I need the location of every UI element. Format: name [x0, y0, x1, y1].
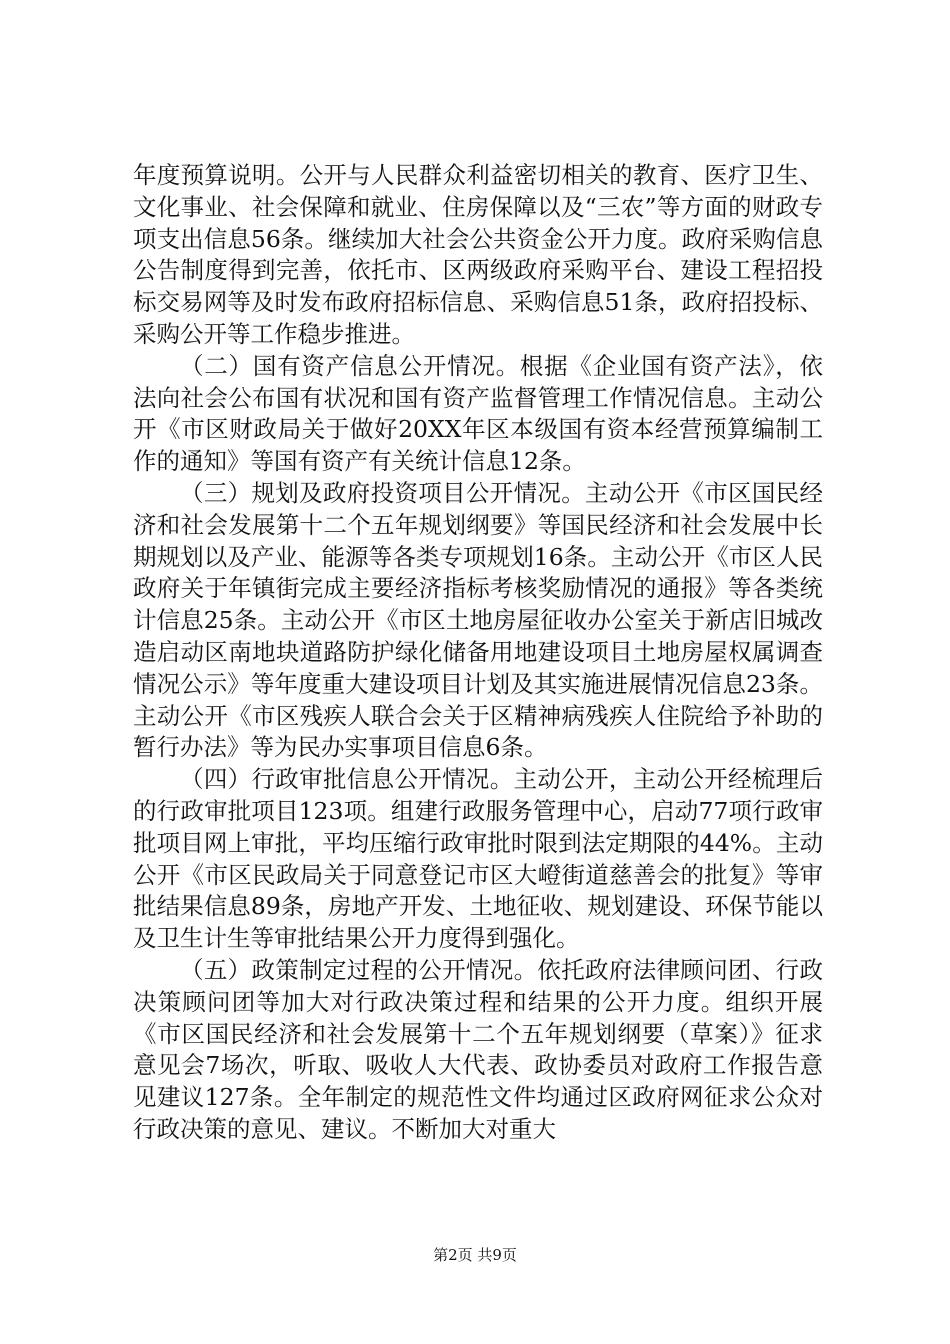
page-number-footer: 第2页 共9页: [433, 1246, 517, 1264]
paragraph-budget-continuation: 年度预算说明。公开与人民群众利益密切相关的教育、医疗卫生、文化事业、社会保障和就业、住房保障以及“三农”等方面的财政专项支出信息56条。继续加大社会公共资金公开力度。政府采购信息公告制度得到完善，依托市、区两级政府采购平台、建设工程招投标交易网等及时发布政府招标信息、采购信息51条，政府招投标、采购公开等工作稳步推进。: [133, 161, 823, 348]
document-body: [133, 160, 823, 1146]
paragraph-policy-making: （五）政策制定过程的公开情况。依托政府法律顾问团、行政决策顾问团等加大对行政决策过程和结果的公开力度。组织开展《市区国民经济和社会发展第十二个五年规划纲要（草案）》征求意见会7场次，听取、吸收人大代表、政协委员对政府工作报告意见建议127条。全年制定的规范性文件均通过区政府网征求公众对行政决策的意见、建议。不断加大对重大: [133, 955, 823, 1143]
paragraph-administrative-approval: （四）行政审批信息公开情况。主动公开，主动公开经梳理后的行政审批项目123项。组建行政服务管理中心，启动77项行政审批项目网上审批，平均压缩行政审批时限到法定期限的44%。主动公开《市区民政局关于同意登记市区大嶝街道慈善会的批复》等审批结果信息89条，房地产开发、土地征收、规划建设、环保节能以及卫生计生等审批结果公开力度得到强化。: [133, 765, 823, 953]
paragraph-planning-projects: （三）规划及政府投资项目公开情况。主动公开《市区国民经济和社会发展第十二个五年规划纲要》等国民经济和社会发展中长期规划以及产业、能源等各类专项规划16条。主动公开《市区人民政府关于年镇街完成主要经济指标考核奖励情况的通报》等各类统计信息25条。主动公开《市区土地房屋征收办公室关于新店旧城改造启动区南地块道路防护绿化储备用地建设项目土地房屋权属调查情况公示》等年度重大建设项目计划及其实施进展情况信息23条。主动公开《市区残疾人联合会关于区精神病残疾人住院给予补助的暂行办法》等为民办实事项目信息6条。: [133, 478, 823, 762]
paragraph-state-assets: （二）国有资产信息公开情况。根据《企业国有资产法》，依法向社会公布国有状况和国有资产监督管理工作情况信息。主动公开《市区财政局关于做好20XX年区本级国有资本经营预算编制工作的通知》等国有资产有关统计信息12条。: [133, 351, 823, 476]
